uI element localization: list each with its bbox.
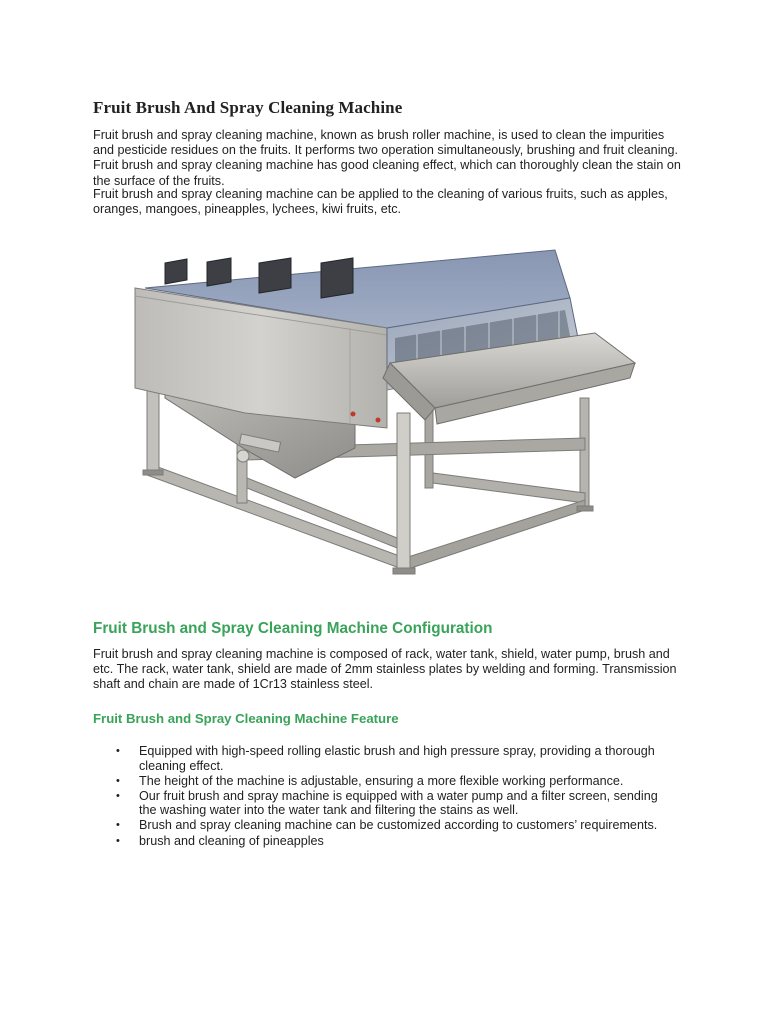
feature-item-text: Our fruit brush and spray machine is equipped with a water pump and a filter screen, sending the washing water into the water tank and filtering the stains as well. xyxy=(139,788,658,818)
bullet-icon: • xyxy=(116,774,120,787)
feature-item-text: The height of the machine is adjustable, ensuring a more flexible working performance. xyxy=(139,773,624,788)
machine-photo xyxy=(125,238,645,583)
feature-list xyxy=(93,744,663,849)
bullet-icon: • xyxy=(116,819,120,832)
bullet-icon: • xyxy=(116,745,120,757)
intro-paragraph-2: Fruit brush and spray cleaning machine can be applied to the cleaning of various fruits, such as apples, oranges, mangoes, pineapples, lychees, kiwi fruits, etc. xyxy=(93,187,668,217)
feature-item-text: brush and cleaning of pineapples xyxy=(139,833,324,848)
document-title: Fruit Brush And Spray Cleaning Machine xyxy=(93,98,403,117)
configuration-text: Fruit brush and spray cleaning machine is composed of rack, water tank, shield, water pump, brush and etc. The rack, water tank, shield are made of 2mm stainless plates by welding and forming. Transmission shaft and chain are made of 1Cr13 stainless steel. xyxy=(93,647,677,692)
feature-heading: Fruit Brush and Spray Cleaning Machine Feature xyxy=(93,711,399,726)
feature-item-text: Brush and spray cleaning machine can be customized according to customers’ requirements. xyxy=(139,818,658,833)
configuration-heading: Fruit Brush and Spray Cleaning Machine Configuration xyxy=(93,620,493,637)
feature-item xyxy=(93,818,663,833)
bullet-icon: • xyxy=(116,834,120,847)
intro-paragraph-1: Fruit brush and spray cleaning machine, known as brush roller machine, is used to clean the impurities and pesticide residues on the fruits. It performs two operation simultaneously, brushing and fruit cleaning. Fruit brush and spray cleaning machine has good cleaning effect, which can thoroughly clean the stain on the surface of the fruits. xyxy=(93,128,681,188)
bullet-icon: • xyxy=(116,789,120,802)
feature-item xyxy=(93,744,663,773)
red-fitting xyxy=(351,412,356,417)
feature-item-text: Equipped with high-speed rolling elastic brush and high pressure spray, providing a thorough cleaning effect. xyxy=(139,744,655,773)
feature-item xyxy=(93,834,663,849)
feature-item xyxy=(93,774,663,789)
feature-item xyxy=(93,789,663,818)
